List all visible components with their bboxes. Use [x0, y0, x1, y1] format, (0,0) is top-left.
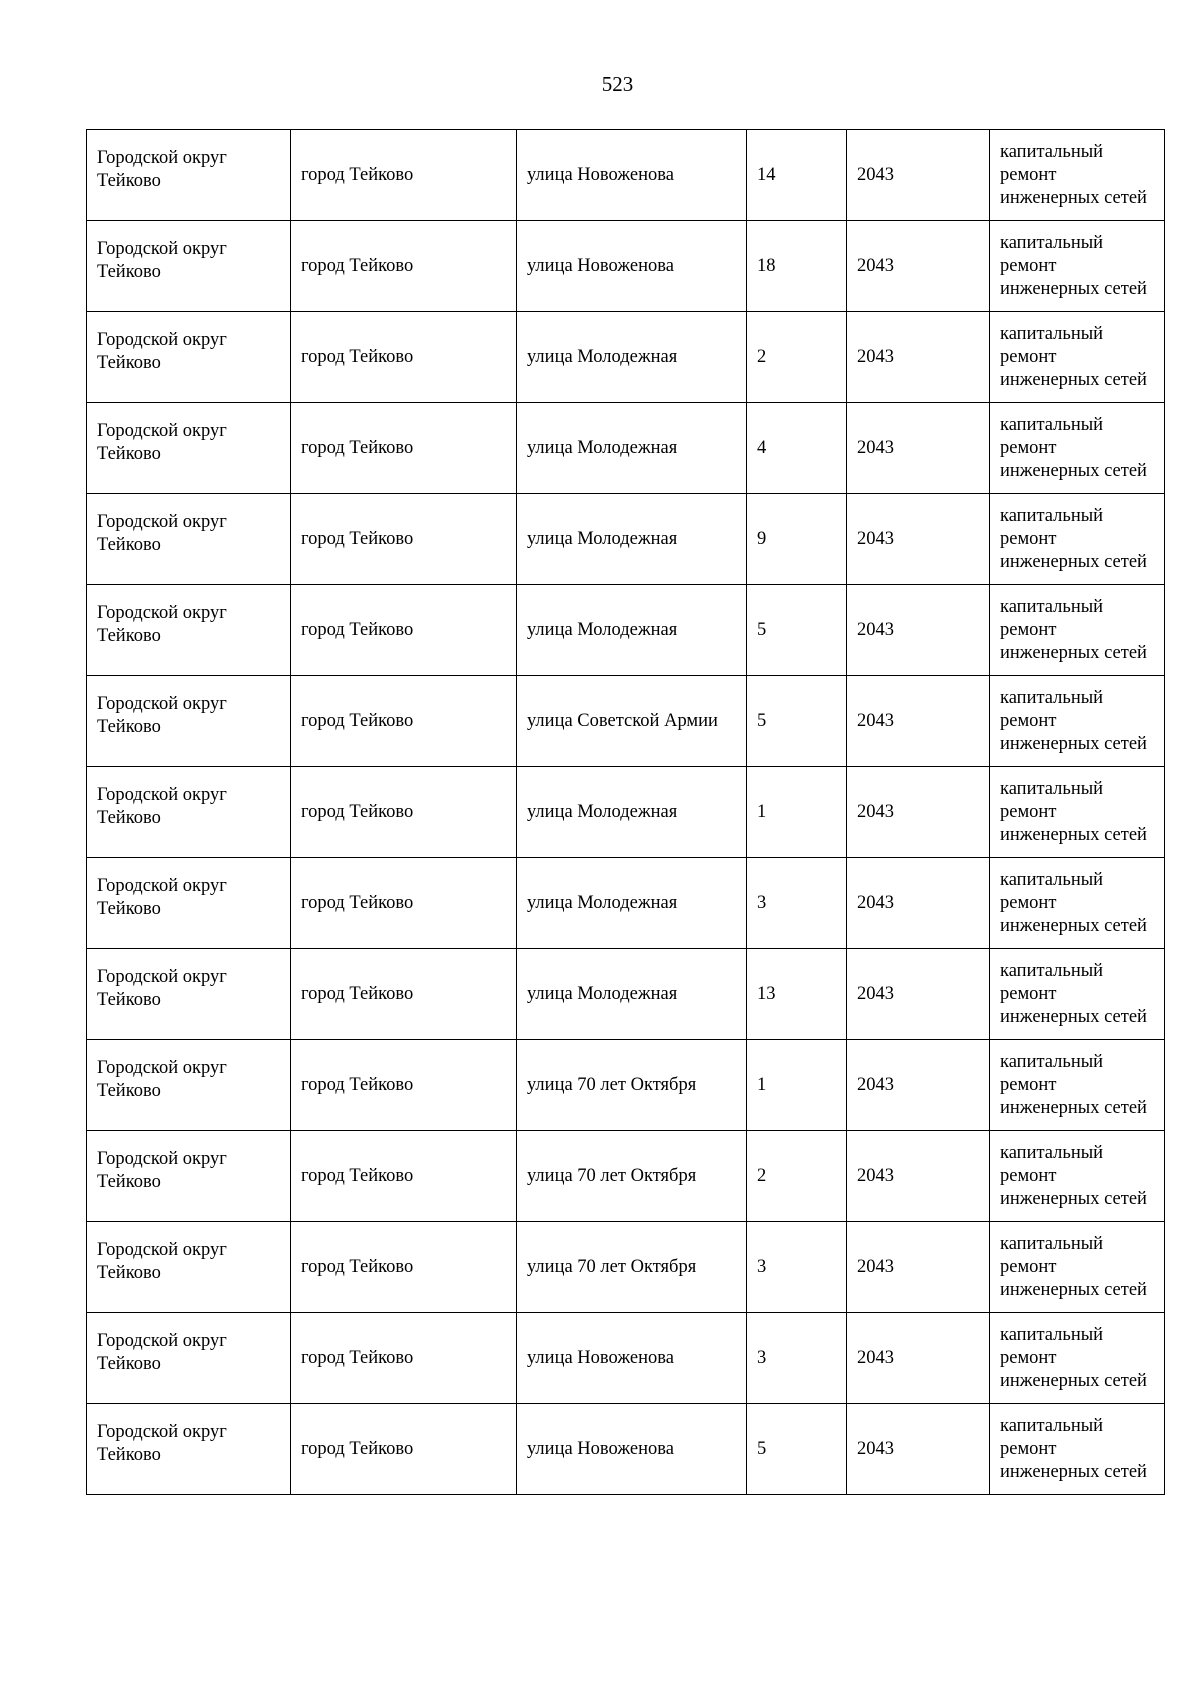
year-cell: 2043 — [847, 312, 990, 403]
street-cell: улица Молодежная — [517, 312, 747, 403]
table-row — [87, 1313, 1165, 1404]
municipality-cell: Городской округ Тейково — [87, 858, 291, 949]
street-cell: улица 70 лет Октября — [517, 1222, 747, 1313]
municipality-cell: Городской округ Тейково — [87, 1131, 291, 1222]
street-cell: улица Молодежная — [517, 403, 747, 494]
work-type-cell: капитальный ремонт инженерных сетей — [990, 130, 1165, 221]
street-cell: улица Молодежная — [517, 858, 747, 949]
year-cell: 2043 — [847, 403, 990, 494]
house-number-cell: 13 — [747, 949, 847, 1040]
settlement-cell: город Тейково — [291, 221, 517, 312]
table-body — [87, 130, 1165, 1495]
municipality-cell: Городской округ Тейково — [87, 676, 291, 767]
house-number-cell: 1 — [747, 1040, 847, 1131]
housing-repair-table — [86, 129, 1165, 1495]
street-cell: улица Новоженова — [517, 221, 747, 312]
municipality-cell: Городской округ Тейково — [87, 403, 291, 494]
work-type-cell: капитальный ремонт инженерных сетей — [990, 858, 1165, 949]
house-number-cell: 3 — [747, 858, 847, 949]
work-type-cell: капитальный ремонт инженерных сетей — [990, 494, 1165, 585]
year-cell: 2043 — [847, 221, 990, 312]
street-cell: улица 70 лет Октября — [517, 1131, 747, 1222]
settlement-cell: город Тейково — [291, 130, 517, 221]
municipality-cell: Городской округ Тейково — [87, 221, 291, 312]
house-number-cell: 5 — [747, 1404, 847, 1495]
municipality-cell: Городской округ Тейково — [87, 767, 291, 858]
settlement-cell: город Тейково — [291, 949, 517, 1040]
table-row — [87, 403, 1165, 494]
year-cell: 2043 — [847, 858, 990, 949]
house-number-cell: 3 — [747, 1313, 847, 1404]
year-cell: 2043 — [847, 1040, 990, 1131]
settlement-cell: город Тейково — [291, 1131, 517, 1222]
house-number-cell: 5 — [747, 585, 847, 676]
table-row — [87, 312, 1165, 403]
work-type-cell: капитальный ремонт инженерных сетей — [990, 403, 1165, 494]
municipality-cell: Городской округ Тейково — [87, 1222, 291, 1313]
municipality-cell: Городской округ Тейково — [87, 1313, 291, 1404]
work-type-cell: капитальный ремонт инженерных сетей — [990, 767, 1165, 858]
table-row — [87, 858, 1165, 949]
house-number-cell: 2 — [747, 312, 847, 403]
settlement-cell: город Тейково — [291, 312, 517, 403]
street-cell: улица Молодежная — [517, 494, 747, 585]
work-type-cell: капитальный ремонт инженерных сетей — [990, 585, 1165, 676]
house-number-cell: 3 — [747, 1222, 847, 1313]
year-cell: 2043 — [847, 1131, 990, 1222]
table-row — [87, 585, 1165, 676]
year-cell: 2043 — [847, 767, 990, 858]
table-row — [87, 1404, 1165, 1495]
table-row — [87, 767, 1165, 858]
work-type-cell: капитальный ремонт инженерных сетей — [990, 949, 1165, 1040]
street-cell: улица Новоженова — [517, 130, 747, 221]
table-row — [87, 221, 1165, 312]
table-row — [87, 1222, 1165, 1313]
work-type-cell: капитальный ремонт инженерных сетей — [990, 1313, 1165, 1404]
page-number: 523 — [601, 72, 634, 96]
house-number-cell: 1 — [747, 767, 847, 858]
year-cell: 2043 — [847, 585, 990, 676]
street-cell: улица 70 лет Октября — [517, 1040, 747, 1131]
house-number-cell: 18 — [747, 221, 847, 312]
settlement-cell: город Тейково — [291, 1222, 517, 1313]
table-row — [87, 949, 1165, 1040]
work-type-cell: капитальный ремонт инженерных сетей — [990, 1040, 1165, 1131]
settlement-cell: город Тейково — [291, 858, 517, 949]
municipality-cell: Городской округ Тейково — [87, 949, 291, 1040]
year-cell: 2043 — [847, 1404, 990, 1495]
settlement-cell: город Тейково — [291, 1404, 517, 1495]
house-number-cell: 4 — [747, 403, 847, 494]
work-type-cell: капитальный ремонт инженерных сетей — [990, 312, 1165, 403]
street-cell: улица Советской Армии — [517, 676, 747, 767]
year-cell: 2043 — [847, 949, 990, 1040]
table-row — [87, 1131, 1165, 1222]
year-cell: 2043 — [847, 130, 990, 221]
year-cell: 2043 — [847, 1313, 990, 1404]
settlement-cell: город Тейково — [291, 676, 517, 767]
house-number-cell: 14 — [747, 130, 847, 221]
settlement-cell: город Тейково — [291, 585, 517, 676]
municipality-cell: Городской округ Тейково — [87, 494, 291, 585]
street-cell: улица Молодежная — [517, 585, 747, 676]
year-cell: 2043 — [847, 676, 990, 767]
table-row — [87, 494, 1165, 585]
municipality-cell: Городской округ Тейково — [87, 312, 291, 403]
work-type-cell: капитальный ремонт инженерных сетей — [990, 676, 1165, 767]
year-cell: 2043 — [847, 494, 990, 585]
work-type-cell: капитальный ремонт инженерных сетей — [990, 1404, 1165, 1495]
settlement-cell: город Тейково — [291, 767, 517, 858]
house-number-cell: 9 — [747, 494, 847, 585]
work-type-cell: капитальный ремонт инженерных сетей — [990, 1222, 1165, 1313]
settlement-cell: город Тейково — [291, 494, 517, 585]
work-type-cell: капитальный ремонт инженерных сетей — [990, 1131, 1165, 1222]
street-cell: улица Молодежная — [517, 767, 747, 858]
table-row — [87, 130, 1165, 221]
house-number-cell: 2 — [747, 1131, 847, 1222]
house-number-cell: 5 — [747, 676, 847, 767]
municipality-cell: Городской округ Тейково — [87, 1040, 291, 1131]
municipality-cell: Городской округ Тейково — [87, 130, 291, 221]
table-row — [87, 1040, 1165, 1131]
street-cell: улица Новоженова — [517, 1313, 747, 1404]
municipality-cell: Городской округ Тейково — [87, 1404, 291, 1495]
settlement-cell: город Тейково — [291, 1040, 517, 1131]
table-row — [87, 676, 1165, 767]
work-type-cell: капитальный ремонт инженерных сетей — [990, 221, 1165, 312]
settlement-cell: город Тейково — [291, 1313, 517, 1404]
street-cell: улица Молодежная — [517, 949, 747, 1040]
street-cell: улица Новоженова — [517, 1404, 747, 1495]
municipality-cell: Городской округ Тейково — [87, 585, 291, 676]
year-cell: 2043 — [847, 1222, 990, 1313]
settlement-cell: город Тейково — [291, 403, 517, 494]
